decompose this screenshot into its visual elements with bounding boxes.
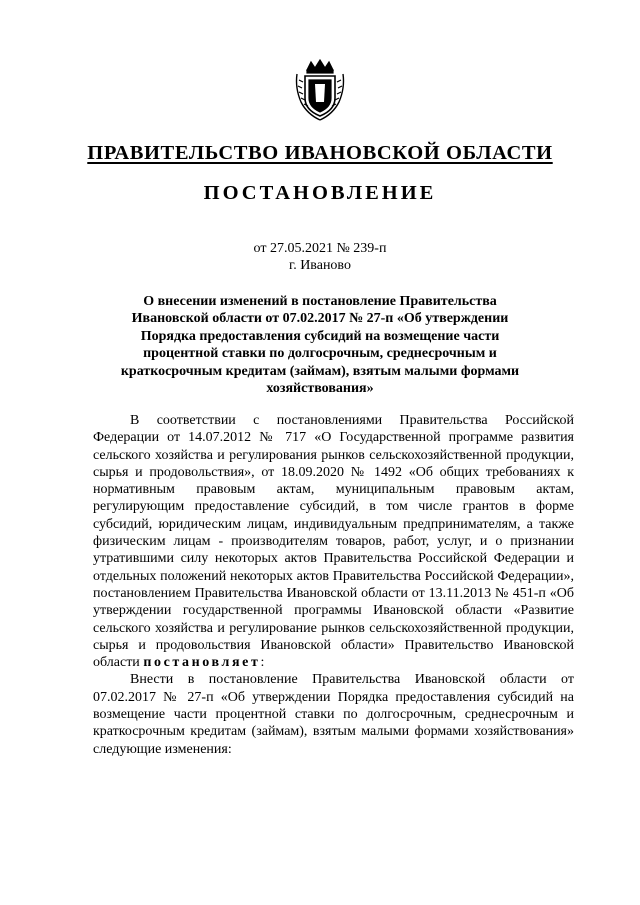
decree-keyword: постановляет — [143, 655, 261, 671]
document-body — [93, 412, 574, 758]
government-title: ПРАВИТЕЛЬСТВО ИВАНОВСКОЙ ОБЛАСТИ — [87, 142, 553, 164]
paragraph-1 — [93, 412, 574, 671]
document-type: ПОСТАНОВЛЕНИЕ — [203, 182, 437, 204]
date-number: от 27.05.2021 № 239-п — [253, 241, 387, 256]
coat-of-arms-icon — [293, 58, 347, 122]
paragraph-2: Внести в постановление Правительства Ивановской области от 07.02.2017 № 27-п «Об утверждении Порядка предоставления субсидий на возмещение части процентной ставки по долгосрочным, среднесрочным и краткосрочным кредитам (займам), взятым малыми формами хозяйствования» следующие изменения: — [93, 672, 574, 757]
paragraph-1-end: : — [260, 655, 265, 671]
document-subject: О внесении изменений в постановление Правительства Ивановской области от 07.02.2017 № 27-п «Об утверждении Порядка предоставления субсидий на возмещение части процентной ставки по долгосрочным, среднесрочным и краткосрочным кредитам (займам), взятым малыми формами хозяйствования» — [120, 294, 520, 397]
paragraph-1-text: В соответствии с постановлениями Правительства Российской Федерации от 14.07.2012 № 717 «О Государственной программе развития сельского хозяйства и регулирования рынков сельскохозяйственной продукции, сырья и продовольствия», от 18.09.2020 № 1492 «Об общих требованиях к нормативным правовым актам, муниципальным правовым актам, регулирующим предоставление субсидий, в том числе грантов в форме субсидий, юридическим лицам, индивидуальным предпринимателям, а также физическим лицам - производителям товаров, работ, услуг, и о признании утратившими силу некоторых актов Правительства Российской Федерации и отдельных положений некоторых актов Правительства Российской Федерации», постановлением Правительства Ивановской области от 13.11.2013 № 451-п «Об утверждении государственной программы Ивановской области «Развитие сельского хозяйства и регулирование рынков сельскохозяйственной продукции, сырья и продовольствия Ивановской области» Правительство Ивановской области — [93, 413, 574, 671]
city: г. Иваново — [289, 258, 351, 273]
